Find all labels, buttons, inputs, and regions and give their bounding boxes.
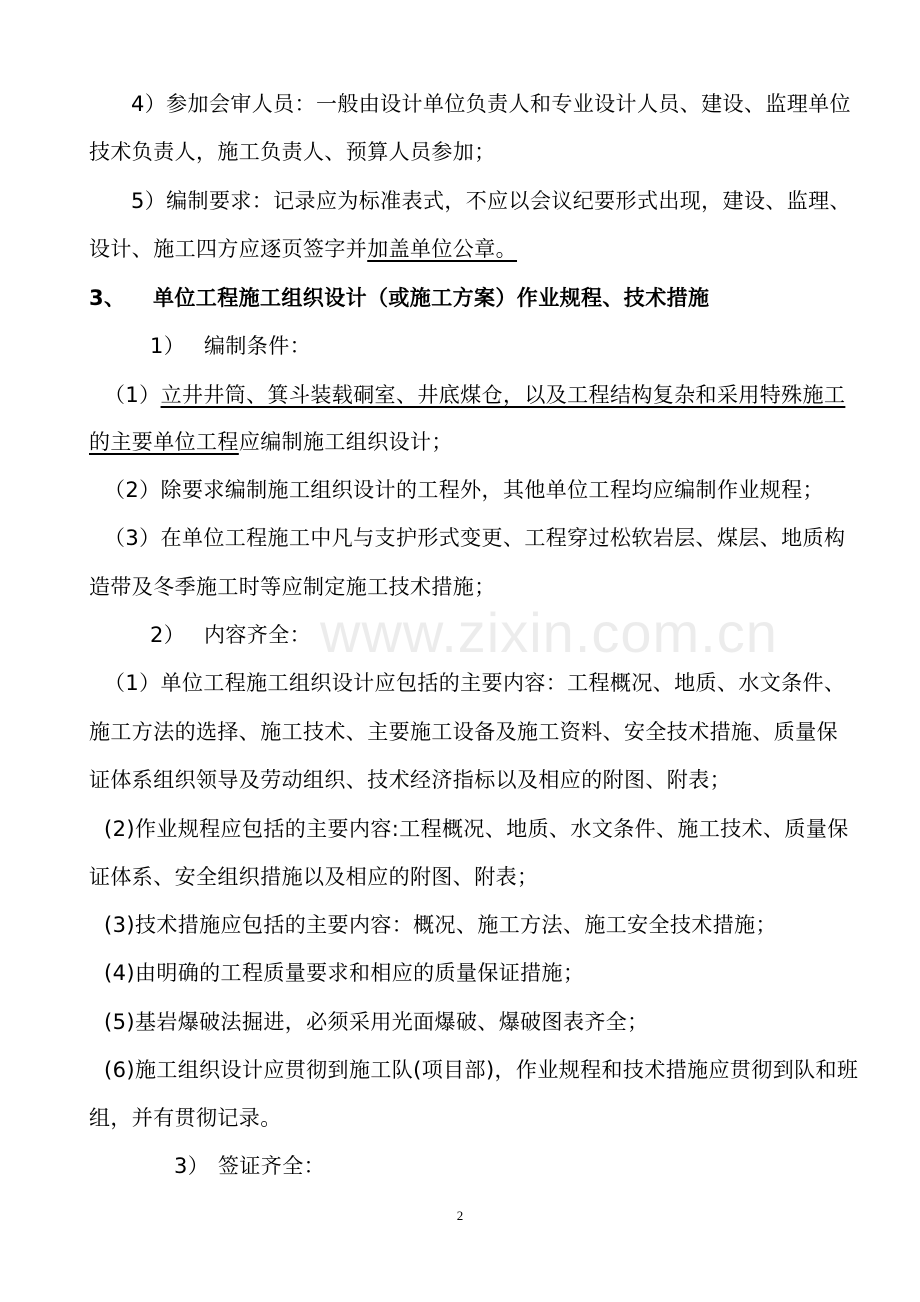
text-run: 应编制施工组织设计；	[238, 430, 453, 454]
paragraph-line: (4)由明确的工程质量要求和相应的质量保证措施；	[104, 961, 585, 985]
paragraph-line	[89, 235, 517, 263]
paragraph-line: 组，并有贯彻记录。	[89, 1106, 282, 1130]
paragraph-line: 造带及冬季施工时等应制定施工技术措施；	[89, 575, 496, 599]
text-run: 设计、施工四方应逐页签字并	[89, 237, 368, 261]
paragraph-line: 证体系组织领导及劳动组织、技术经济指标以及相应的附图、附表；	[89, 768, 731, 792]
subsection-title: 编制条件：	[204, 334, 311, 358]
subsection-title: 内容齐全：	[204, 623, 311, 647]
paragraph-line: (5)基岩爆破法掘进，必须采用光面爆破、爆破图表齐全；	[104, 1010, 649, 1034]
section-title: 单位工程施工组织设计（或施工方案）作业规程、技术措施	[153, 286, 710, 310]
section-heading	[89, 284, 710, 312]
paragraph-line	[104, 381, 845, 409]
paragraph-line: (2)作业规程应包括的主要内容:工程概况、地质、水文条件、施工技术、质量保	[104, 817, 849, 841]
underlined-text: 立井井筒、箕斗装载硐室、井底煤仓，以及工程结构复杂和采用特殊施工	[160, 383, 846, 407]
underlined-text: 加盖单位公章。	[367, 237, 518, 261]
section-number: 3、	[89, 286, 126, 310]
underlined-text: 的主要单位工程	[89, 430, 239, 454]
paragraph-line: 证体系、安全组织措施以及相应的附图、附表；	[89, 865, 539, 889]
paragraph-line: （1）单位工程施工组织设计应包括的主要内容：工程概况、地质、水文条件、	[104, 671, 846, 695]
paragraph-line: 4）参加会审人员：一般由设计单位负责人和专业设计人员、建设、监理单位	[131, 92, 851, 116]
paragraph-line: 施工方法的选择、施工技术、主要施工设备及施工资料、安全技术措施、质量保	[89, 720, 838, 744]
page-number: 2	[456, 1208, 464, 1223]
paragraph-line: (6)施工组织设计应贯彻到施工队(项目部)，作业规程和技术措施应贯彻到队和班	[104, 1058, 859, 1082]
subsection-number: 3）	[174, 1154, 210, 1178]
paragraph-line	[89, 428, 453, 456]
paragraph-line: （3）在单位工程施工中凡与支护形式变更、工程穿过松软岩层、煤层、地质构	[104, 526, 846, 550]
paragraph-line: 5）编制要求：记录应为标准表式，不应以会议纪要形式出现，建设、监理、	[131, 189, 851, 213]
watermark: www.zixin.com.cn	[320, 601, 778, 664]
subsection-number: 1）	[150, 334, 186, 358]
paragraph-line: （2）除要求编制施工组织设计的工程外，其他单位工程均应编制作业规程；	[104, 478, 824, 502]
paragraph-line: (3)技术措施应包括的主要内容：概况、施工方法、施工安全技术措施；	[104, 913, 777, 937]
subsection-heading	[150, 332, 311, 360]
item-number: （1）	[104, 383, 161, 407]
subsection-title: 签证齐全：	[218, 1154, 325, 1178]
subsection-heading	[150, 621, 311, 649]
paragraph-line: 技术负责人，施工负责人、预算人员参加；	[89, 140, 496, 164]
subsection-heading	[174, 1152, 325, 1180]
subsection-number: 2）	[150, 623, 186, 647]
